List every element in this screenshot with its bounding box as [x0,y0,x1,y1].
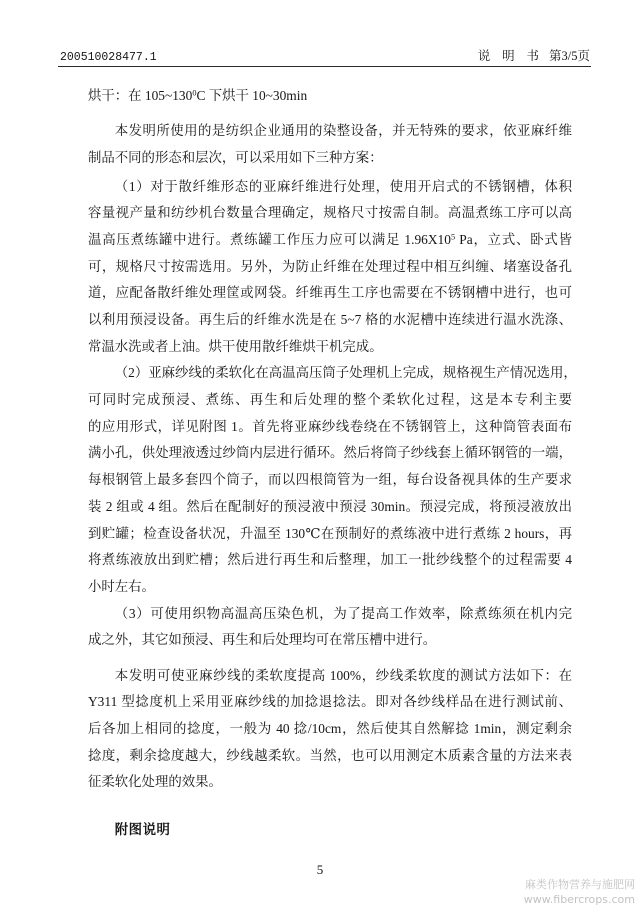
scheme-1-line: 可，规格尺寸按需选用。另外，为防止纤维在处理过程中相互纠缠、堵塞设备孔 [88,258,572,274]
scheme-1-paragraph [88,174,572,361]
pressure-text-before: 温高压煮练罐中进行。煮练罐工作压力应可以满足 1.96X10 [88,231,451,247]
scheme-1-line [88,227,572,254]
scheme-2-line: 可同时完成预浸、煮练、再生和后处理的整个柔软化过程，这是本专利主要 [88,392,572,408]
drying-superscript: 0 [192,88,197,98]
scheme-1-line: （1）对于散纤维形态的亚麻纤维进行处理，使用开启式的不锈钢槽，体积 [114,178,572,194]
scheme-2-line: （2）亚麻纱线的柔软化在高温高压筒子处理机上完成，规格视生产情况选用， [114,365,577,381]
page-number: 5 [316,862,324,877]
pressure-text-after: Pa，立式、卧式皆 [455,231,572,247]
scheme-3-line: （3）可使用织物高温高压染色机，为了提高工作效率，除煮练须在机内完 [114,605,572,621]
softness-line: 捻度，剩余捻度越大，纱线越柔软。当然，也可以用测定木质素含量的方法来表 [88,747,572,763]
page-label: 第3/5页 [549,49,590,63]
page-header [60,46,591,64]
scheme-2-line: 到贮罐；检查设备状况，升温至 130℃在预制好的煮练液中进行煮练 2 hours，再 [88,525,572,541]
scheme-2-line: 满小孔，供处理液透过纱筒内层进行循环。然后将筒子纱线套上循环钢管的一端， [88,445,572,461]
softness-line: 征柔软化处理的效果。 [88,774,222,790]
intro-line: 本发明所使用的是纺织企业通用的染整设备，并无特殊的要求，依亚麻纤维 [114,123,572,138]
scheme-1-line: 道，应配备散纤维处理筐或网袋。纤维再生工序也需要在不锈钢槽中进行，也可 [88,285,572,301]
softness-line: 本发明可使亚麻纱线的柔软度提高 100%，纱线柔软度的测试方法如下：在 [114,667,572,683]
figure-description-heading: 附图说明 [114,822,171,837]
drying-text-after: C 下烘干 10~30min [196,88,308,103]
drying-line [88,83,572,110]
scheme-2-line: 的应用形式，详见附图 1。首先将亚麻纱线卷绕在不锈钢管上，这种筒管表面布 [88,418,572,434]
pressure-superscript: 5 [450,232,456,242]
header-rule [58,66,591,67]
scheme-2-paragraph [88,360,577,600]
header-right [478,46,590,64]
scheme-2-line: 装 2 组或 4 组。然后在配制好的预浸液中预浸 30min。预浸完成，将预浸液放出 [88,498,572,514]
softness-line: 后各加上相同的捻度，一般为 40 捻/10cm，然后使其自然解捻 1min，测定剩余 [88,720,572,736]
scheme-1-line: 以利用预浸设备。再生后的纤维水洗是在 5~7 格的水泥槽中连续进行温水洗涤、 [88,311,572,327]
drying-text-before: 烘干：在 105~130 [88,88,193,103]
document-type: 说 明 书 [477,49,540,63]
application-number: 200510028477.1 [60,51,157,64]
scheme-1-line: 容量视产量和纺纱机台数量合理确定，规格尺寸按需自制。高温煮练工序可以高 [88,205,572,221]
scheme-2-line: 每根钢管上最多套四个筒子，而以四根筒管为一组，每台设备视具体的生产要求 [88,472,572,488]
scheme-1-line: 常温水洗或者上油。烘干使用散纤维烘干机完成。 [88,338,383,354]
scheme-2-line: 将煮练液放出到贮槽；然后进行再生和后整理，加工一批纱线整个的过程需要 4 [88,552,572,568]
intro-line: 制品不同的形态和层次，可以采用如下三种方案： [88,149,383,165]
softness-line: Y311 型捻度机上采用亚麻纱线的加捻退捻法。即对各纱线样品在进行测试前、 [88,694,572,710]
watermark-url: www.fibercrops.com [523,893,635,906]
scheme-3-paragraph [88,601,572,654]
intro-paragraph [88,118,572,171]
drying-line-text [88,83,572,110]
softness-paragraph [88,663,572,796]
scheme-3-line: 成之外，其它如预浸、再生和后处理均可在常压槽中进行。 [88,632,437,648]
watermark-site-name: 麻类作物营养与施肥网 [525,878,635,891]
watermark [524,877,635,907]
scheme-2-line: 小时左右。 [88,578,155,594]
